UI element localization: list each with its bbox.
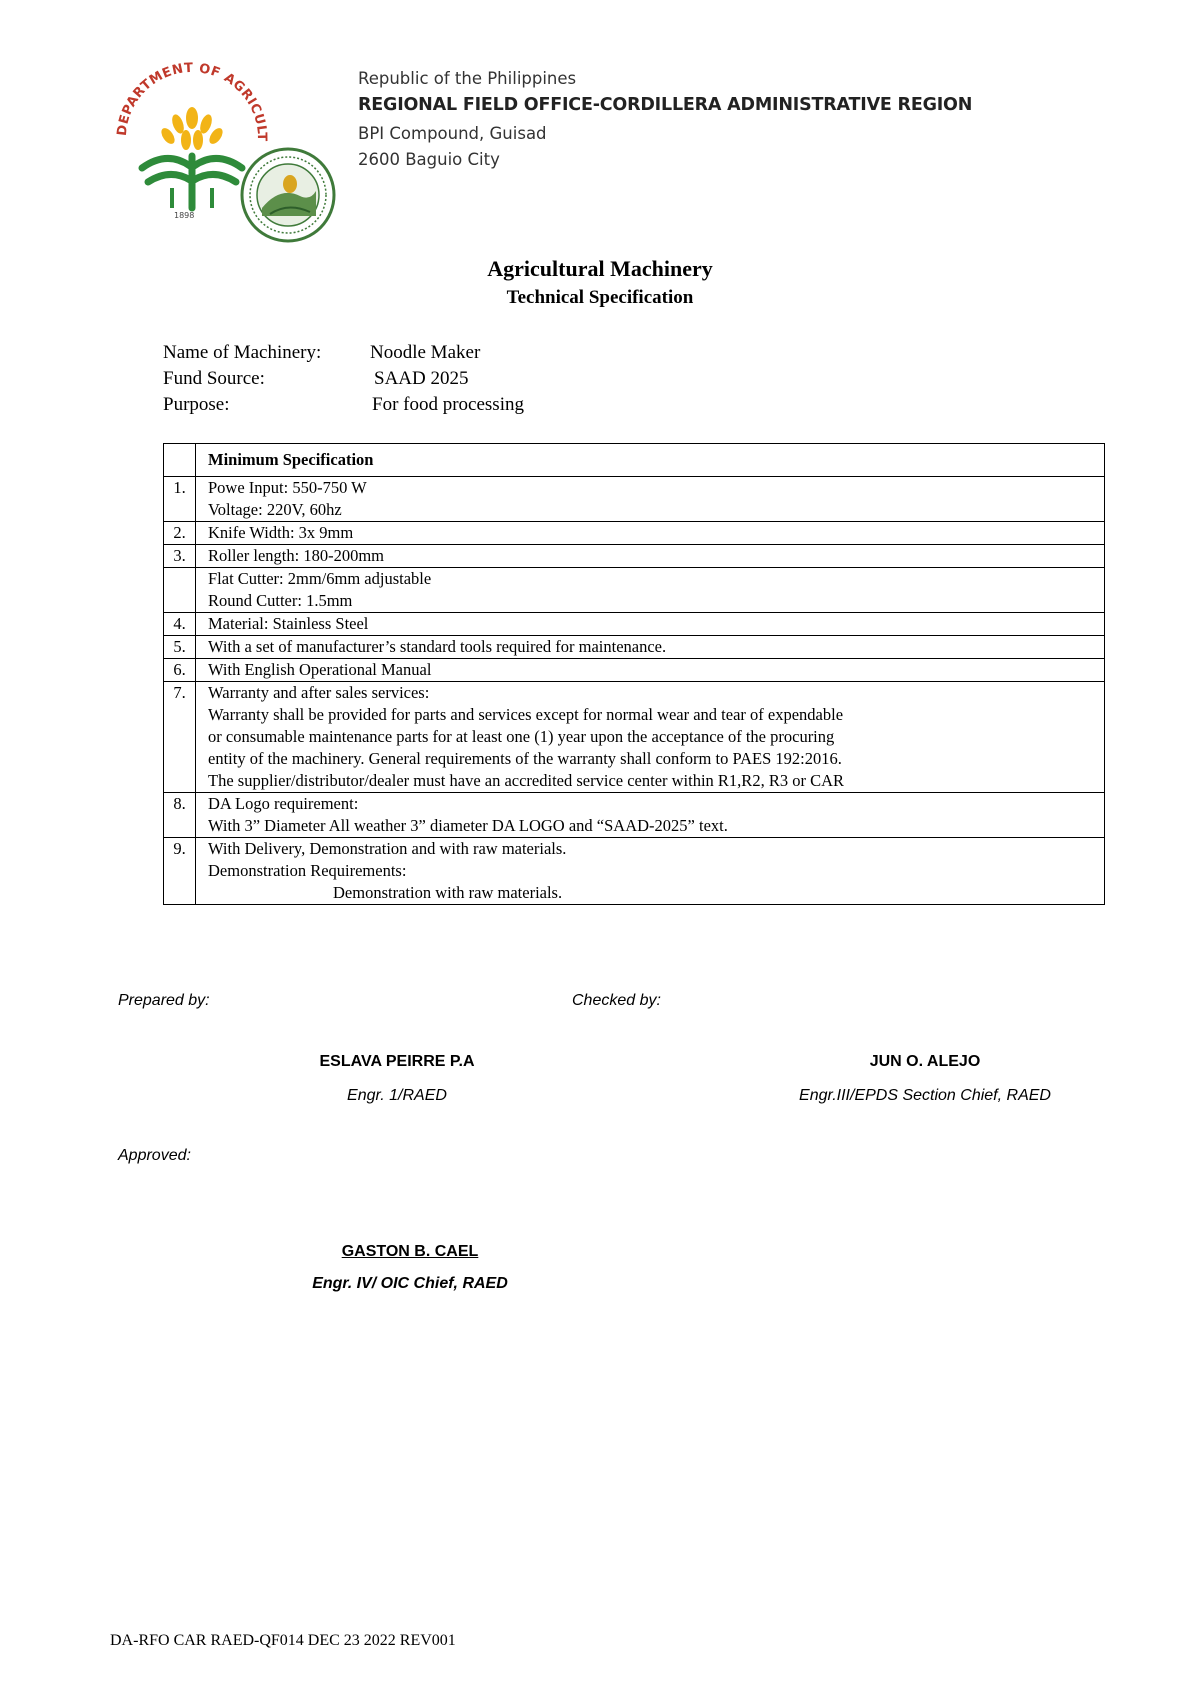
spec-num-header bbox=[164, 444, 196, 477]
spec-text bbox=[196, 613, 1105, 636]
da-logo-arc-text: DEPARTMENT OF AGRICULT bbox=[114, 60, 270, 142]
prepared-by-name: ESLAVA PEIRRE P.A bbox=[319, 1053, 475, 1070]
table-row bbox=[164, 682, 1105, 793]
machinery-name-value: Noodle Maker bbox=[370, 342, 481, 363]
approved-by-title: Engr. IV/ OIC Chief, RAED bbox=[312, 1275, 508, 1292]
spec-line: Flat Cutter: 2mm/6mm adjustable bbox=[208, 569, 432, 588]
spec-line: Powe Input: 550-750 W bbox=[208, 478, 367, 497]
spec-text bbox=[196, 545, 1105, 568]
fund-source-value: SAAD 2025 bbox=[374, 368, 469, 389]
spec-line: or consumable maintenance parts for at least one (1) year upon the acceptance of the procuring bbox=[208, 727, 835, 746]
machinery-name-label: Name of Machinery: bbox=[163, 342, 322, 363]
spec-num: 4. bbox=[164, 613, 196, 636]
spec-header: Minimum Specification bbox=[196, 444, 1105, 477]
spec-line: With Delivery, Demonstration and with raw materials. bbox=[208, 839, 567, 858]
spec-num bbox=[164, 568, 196, 613]
spec-line: Warranty shall be provided for parts and services except for normal wear and tear of expendable bbox=[208, 705, 844, 724]
spec-line bbox=[208, 882, 1092, 904]
spec-line: entity of the machinery. General requirements of the warranty shall conform to PAES 192:2016. bbox=[208, 749, 842, 768]
spec-table-header-row bbox=[164, 444, 1105, 477]
spec-line: Round Cutter: 1.5mm bbox=[208, 591, 353, 610]
spec-num: 2. bbox=[164, 522, 196, 545]
spec-line: Demonstration Requirements: bbox=[208, 861, 407, 880]
spec-line: The supplier/distributor/dealer must have an accredited service center within R1,R2, R3 or CAR bbox=[208, 771, 844, 790]
header-office: REGIONAL FIELD OFFICE-CORDILLERA ADMINISTRATIVE REGION bbox=[358, 95, 973, 115]
spec-num: 1. bbox=[164, 477, 196, 522]
page-title: Agricultural Machinery bbox=[487, 256, 713, 281]
prepared-by-label: Prepared by: bbox=[118, 992, 210, 1009]
checked-by-label: Checked by: bbox=[572, 992, 661, 1009]
fund-source-label: Fund Source: bbox=[163, 368, 265, 389]
table-row bbox=[164, 545, 1105, 568]
table-row bbox=[164, 613, 1105, 636]
table-row bbox=[164, 838, 1105, 905]
da-logo-year: 1898 bbox=[174, 211, 195, 220]
purpose-value: For food processing bbox=[372, 394, 524, 415]
spec-text bbox=[196, 659, 1105, 682]
table-row bbox=[164, 636, 1105, 659]
checked-by-name: JUN O. ALEJO bbox=[869, 1053, 981, 1070]
svg-text:DEPARTMENT OF AGRICULTURE bbox=[112, 58, 269, 142]
spec-num: 5. bbox=[164, 636, 196, 659]
table-row bbox=[164, 522, 1105, 545]
spec-num: 9. bbox=[164, 838, 196, 905]
header-address: BPI Compound, Guisad bbox=[358, 124, 547, 143]
spec-line: With a set of manufacturer’s standard tools required for maintenance. bbox=[208, 637, 667, 656]
spec-num: 3. bbox=[164, 545, 196, 568]
spec-line: Roller length: 180-200mm bbox=[208, 546, 384, 565]
table-row bbox=[164, 659, 1105, 682]
spec-line: Voltage: 220V, 60hz bbox=[208, 500, 342, 519]
header-republic: Republic of the Philippines bbox=[358, 69, 577, 88]
spec-text bbox=[196, 793, 1105, 838]
spec-text bbox=[196, 682, 1105, 793]
spec-text bbox=[196, 636, 1105, 659]
document-code-footer: DA-RFO CAR RAED-QF014 DEC 23 2022 REV001 bbox=[110, 1632, 456, 1649]
spec-text bbox=[196, 477, 1105, 522]
spec-line: Warranty and after sales services: bbox=[208, 683, 430, 702]
regional-seal bbox=[240, 146, 336, 244]
spec-table bbox=[163, 443, 1105, 905]
spec-line: With 3” Diameter All weather 3” diameter DA LOGO and “SAAD-2025” text. bbox=[208, 816, 728, 835]
checked-by-title: Engr.III/EPDS Section Chief, RAED bbox=[799, 1087, 1051, 1104]
spec-text bbox=[196, 568, 1105, 613]
spec-num: 7. bbox=[164, 682, 196, 793]
spec-text bbox=[196, 838, 1105, 905]
prepared-by-title: Engr. 1/RAED bbox=[347, 1087, 447, 1104]
purpose-label: Purpose: bbox=[163, 394, 230, 415]
spec-line-indented: Demonstration with raw materials. bbox=[333, 883, 563, 902]
spec-num: 8. bbox=[164, 793, 196, 838]
approved-by-name: GASTON B. CAEL bbox=[341, 1243, 479, 1260]
spec-line: Knife Width: 3x 9mm bbox=[208, 523, 354, 542]
spec-text bbox=[196, 522, 1105, 545]
table-row bbox=[164, 477, 1105, 522]
page-subtitle: Technical Specification bbox=[506, 287, 694, 308]
approved-label: Approved: bbox=[118, 1147, 191, 1164]
spec-line: DA Logo requirement: bbox=[208, 794, 359, 813]
table-row bbox=[164, 568, 1105, 613]
table-row bbox=[164, 793, 1105, 838]
header-city: 2600 Baguio City bbox=[358, 150, 500, 169]
spec-line: Material: Stainless Steel bbox=[208, 614, 369, 633]
spec-line: With English Operational Manual bbox=[208, 660, 432, 679]
spec-num: 6. bbox=[164, 659, 196, 682]
